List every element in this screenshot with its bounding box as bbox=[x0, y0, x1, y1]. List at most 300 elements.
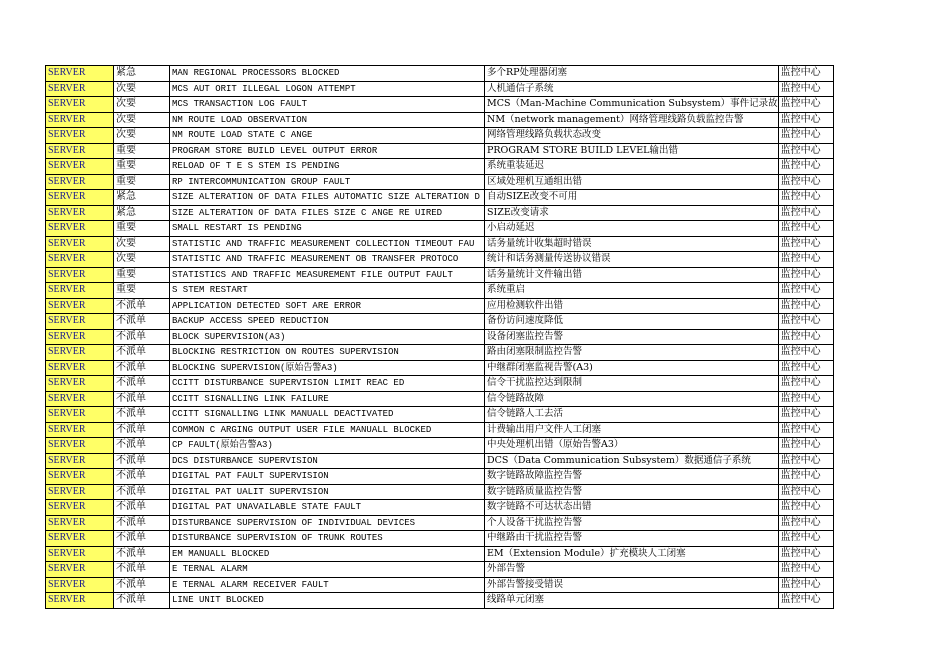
cell-text: 监控中心 bbox=[780, 423, 821, 435]
alarm-name-cell[interactable] bbox=[170, 376, 485, 392]
cell-text: 监控中心 bbox=[780, 578, 821, 590]
source-cell[interactable] bbox=[46, 81, 114, 97]
alarm-name-cell[interactable] bbox=[170, 531, 485, 547]
cell-text: RP INTERCOMMUNICATION GROUP FAULT bbox=[172, 176, 351, 187]
severity-cell[interactable] bbox=[114, 345, 170, 361]
cell-text: 重要 bbox=[116, 175, 136, 187]
source-cell[interactable] bbox=[46, 66, 114, 82]
table-row bbox=[46, 236, 834, 252]
description-cell[interactable] bbox=[485, 174, 779, 190]
cell-text: MCS TRANSACTION LOG FAULT bbox=[172, 99, 308, 110]
description-cell[interactable] bbox=[485, 159, 779, 175]
alarm-name-cell[interactable] bbox=[170, 236, 485, 252]
cell-text: 监控中心 bbox=[780, 454, 821, 466]
cell-text: DISTURBANCE SUPERVISION OF TRUNK ROUTES bbox=[172, 533, 383, 544]
cell-text: SERVER bbox=[48, 516, 86, 528]
source-cell[interactable] bbox=[46, 593, 114, 609]
cell-text: SERVER bbox=[48, 594, 86, 606]
severity-cell[interactable] bbox=[114, 190, 170, 206]
owner-cell[interactable] bbox=[778, 205, 833, 221]
cell-text: DCS DISTURBANCE SUPERVISION bbox=[172, 455, 318, 466]
table-row bbox=[46, 190, 834, 206]
cell-text: SERVER bbox=[48, 578, 86, 590]
severity-cell[interactable] bbox=[114, 577, 170, 593]
cell-text: SERVER bbox=[48, 392, 86, 404]
table-row bbox=[46, 143, 834, 159]
owner-cell[interactable] bbox=[778, 66, 833, 82]
severity-cell[interactable] bbox=[114, 329, 170, 345]
owner-cell[interactable] bbox=[778, 562, 833, 578]
owner-cell[interactable] bbox=[778, 484, 833, 500]
alarm-name-cell[interactable] bbox=[170, 221, 485, 237]
cell-text: 不派单 bbox=[116, 532, 146, 544]
owner-cell[interactable] bbox=[778, 190, 833, 206]
cell-text: SERVER bbox=[48, 113, 86, 125]
owner-cell[interactable] bbox=[778, 593, 833, 609]
severity-cell[interactable] bbox=[114, 360, 170, 376]
owner-cell[interactable] bbox=[778, 314, 833, 330]
source-cell[interactable] bbox=[46, 500, 114, 516]
cell-text: 不派单 bbox=[116, 392, 146, 404]
source-cell[interactable] bbox=[46, 298, 114, 314]
owner-cell[interactable] bbox=[778, 469, 833, 485]
cell-text: 计费输出用户文件人工闭塞 bbox=[487, 423, 602, 435]
table-row bbox=[46, 112, 834, 128]
cell-text: 监控中心 bbox=[780, 532, 821, 544]
cell-text: SERVER bbox=[48, 501, 86, 513]
description-cell[interactable] bbox=[485, 81, 779, 97]
severity-cell[interactable] bbox=[114, 593, 170, 609]
severity-cell[interactable] bbox=[114, 221, 170, 237]
table-row bbox=[46, 252, 834, 268]
table-row bbox=[46, 97, 834, 113]
severity-cell[interactable] bbox=[114, 252, 170, 268]
description-cell[interactable] bbox=[485, 531, 779, 547]
cell-text: 监控中心 bbox=[780, 346, 821, 358]
alarm-name-cell[interactable] bbox=[170, 345, 485, 361]
alarm-name-cell[interactable] bbox=[170, 562, 485, 578]
source-cell[interactable] bbox=[46, 143, 114, 159]
alarm-name-cell[interactable] bbox=[170, 66, 485, 82]
table-row bbox=[46, 128, 834, 144]
description-cell[interactable] bbox=[485, 360, 779, 376]
owner-cell[interactable] bbox=[778, 531, 833, 547]
cell-text: 应用检测软件出错 bbox=[487, 299, 564, 311]
alarm-name-cell[interactable] bbox=[170, 546, 485, 562]
cell-text: SERVER bbox=[48, 408, 86, 420]
owner-cell[interactable] bbox=[778, 267, 833, 283]
source-cell[interactable] bbox=[46, 314, 114, 330]
source-cell[interactable] bbox=[46, 360, 114, 376]
cell-text: 不派单 bbox=[116, 454, 146, 466]
owner-cell[interactable] bbox=[778, 298, 833, 314]
description-cell[interactable] bbox=[485, 314, 779, 330]
owner-cell[interactable] bbox=[778, 391, 833, 407]
alarm-name-cell[interactable] bbox=[170, 438, 485, 454]
alarm-name-cell[interactable] bbox=[170, 391, 485, 407]
description-cell[interactable] bbox=[485, 236, 779, 252]
description-cell[interactable] bbox=[485, 283, 779, 299]
cell-text: 不派单 bbox=[116, 594, 146, 606]
cell-text: 监控中心 bbox=[780, 330, 821, 342]
severity-cell[interactable] bbox=[114, 562, 170, 578]
cell-text: 监控中心 bbox=[780, 485, 821, 497]
source-cell[interactable] bbox=[46, 174, 114, 190]
description-cell[interactable] bbox=[485, 484, 779, 500]
severity-cell[interactable] bbox=[114, 81, 170, 97]
source-cell[interactable] bbox=[46, 112, 114, 128]
alarm-name-cell[interactable] bbox=[170, 252, 485, 268]
cell-text: SERVER bbox=[48, 361, 86, 373]
owner-cell[interactable] bbox=[778, 438, 833, 454]
cell-text: STATISTIC AND TRAFFIC MEASUREMENT COLLECTION TIMEOUT FAU bbox=[172, 238, 475, 249]
alarm-name-cell[interactable] bbox=[170, 97, 485, 113]
table-row bbox=[46, 438, 834, 454]
table-row bbox=[46, 360, 834, 376]
alarm-name-cell[interactable] bbox=[170, 205, 485, 221]
alarm-name-cell[interactable] bbox=[170, 298, 485, 314]
cell-text: 重要 bbox=[116, 268, 136, 280]
cell-text: SERVER bbox=[48, 144, 86, 156]
source-cell[interactable] bbox=[46, 422, 114, 438]
cell-text: RELOAD OF T E S STEM IS PENDING bbox=[172, 161, 340, 172]
source-cell[interactable] bbox=[46, 453, 114, 469]
description-cell[interactable] bbox=[485, 562, 779, 578]
alarm-name-cell[interactable] bbox=[170, 329, 485, 345]
description-cell[interactable] bbox=[485, 329, 779, 345]
alarm-name-cell[interactable] bbox=[170, 267, 485, 283]
cell-text: 不派单 bbox=[116, 439, 146, 451]
cell-text: 监控中心 bbox=[780, 237, 821, 249]
cell-text: 不派单 bbox=[116, 346, 146, 358]
alarm-name-cell[interactable] bbox=[170, 577, 485, 593]
owner-cell[interactable] bbox=[778, 174, 833, 190]
description-cell[interactable] bbox=[485, 97, 779, 113]
source-cell[interactable] bbox=[46, 128, 114, 144]
source-cell[interactable] bbox=[46, 391, 114, 407]
cell-text: DIGITAL PAT UALIT SUPERVISION bbox=[172, 486, 329, 497]
severity-cell[interactable] bbox=[114, 484, 170, 500]
owner-cell[interactable] bbox=[778, 128, 833, 144]
source-cell[interactable] bbox=[46, 484, 114, 500]
alarm-name-cell[interactable] bbox=[170, 81, 485, 97]
severity-cell[interactable] bbox=[114, 422, 170, 438]
description-cell[interactable] bbox=[485, 593, 779, 609]
owner-cell[interactable] bbox=[778, 252, 833, 268]
cell-text: 不派单 bbox=[116, 330, 146, 342]
source-cell[interactable] bbox=[46, 221, 114, 237]
cell-text: 监控中心 bbox=[780, 129, 821, 141]
severity-cell[interactable] bbox=[114, 159, 170, 175]
table-row bbox=[46, 593, 834, 609]
severity-cell[interactable] bbox=[114, 546, 170, 562]
table-row bbox=[46, 298, 834, 314]
description-cell[interactable] bbox=[485, 143, 779, 159]
table-row bbox=[46, 407, 834, 423]
table-row bbox=[46, 314, 834, 330]
cell-text: 不派单 bbox=[116, 470, 146, 482]
source-cell[interactable] bbox=[46, 252, 114, 268]
description-cell[interactable] bbox=[485, 515, 779, 531]
alarm-name-cell[interactable] bbox=[170, 174, 485, 190]
severity-cell[interactable] bbox=[114, 453, 170, 469]
severity-cell[interactable] bbox=[114, 112, 170, 128]
owner-cell[interactable] bbox=[778, 407, 833, 423]
cell-text: 监控中心 bbox=[780, 470, 821, 482]
alarm-name-cell[interactable] bbox=[170, 143, 485, 159]
severity-cell[interactable] bbox=[114, 531, 170, 547]
source-cell[interactable] bbox=[46, 283, 114, 299]
owner-cell[interactable] bbox=[778, 81, 833, 97]
cell-text: COMMON C ARGING OUTPUT USER FILE MANUALL BLOCKED bbox=[172, 424, 432, 435]
description-cell[interactable] bbox=[485, 128, 779, 144]
table-row bbox=[46, 81, 834, 97]
cell-text: 话务量统计文件输出错 bbox=[487, 268, 583, 280]
description-cell[interactable] bbox=[485, 267, 779, 283]
description-cell[interactable] bbox=[485, 345, 779, 361]
severity-cell[interactable] bbox=[114, 298, 170, 314]
description-cell[interactable] bbox=[485, 391, 779, 407]
cell-text: 监控中心 bbox=[780, 516, 821, 528]
severity-cell[interactable] bbox=[114, 314, 170, 330]
cell-text: PROGRAM STORE BUILD LEVEL输出错 bbox=[487, 144, 678, 156]
alarm-name-cell[interactable] bbox=[170, 453, 485, 469]
owner-cell[interactable] bbox=[778, 546, 833, 562]
cell-text: 小启动延迟 bbox=[487, 222, 535, 234]
description-cell[interactable] bbox=[485, 422, 779, 438]
cell-text: SIZE改变请求 bbox=[487, 206, 549, 218]
cell-text: SIZE ALTERATION OF DATA FILES AUTOMATIC SIZE ALTERATION D bbox=[172, 192, 480, 203]
cell-text: 重要 bbox=[116, 284, 136, 296]
cell-text: SERVER bbox=[48, 237, 86, 249]
cell-text: 不派单 bbox=[116, 315, 146, 327]
severity-cell[interactable] bbox=[114, 128, 170, 144]
source-cell[interactable] bbox=[46, 577, 114, 593]
cell-text: SERVER bbox=[48, 299, 86, 311]
cell-text: 监控中心 bbox=[780, 191, 821, 203]
cell-text: 监控中心 bbox=[780, 439, 821, 451]
alarm-name-cell[interactable] bbox=[170, 422, 485, 438]
severity-cell[interactable] bbox=[114, 236, 170, 252]
alarm-name-cell[interactable] bbox=[170, 515, 485, 531]
cell-text: 人机通信子系统 bbox=[487, 82, 554, 94]
severity-cell[interactable] bbox=[114, 205, 170, 221]
source-cell[interactable] bbox=[46, 205, 114, 221]
table-row bbox=[46, 469, 834, 485]
cell-text: 不派单 bbox=[116, 361, 146, 373]
cell-text: 重要 bbox=[116, 160, 136, 172]
severity-cell[interactable] bbox=[114, 66, 170, 82]
cell-text: SERVER bbox=[48, 485, 86, 497]
cell-text: SIZE ALTERATION OF DATA FILES SIZE C ANGE RE UIRED bbox=[172, 207, 443, 218]
severity-cell[interactable] bbox=[114, 500, 170, 516]
alarm-name-cell[interactable] bbox=[170, 159, 485, 175]
owner-cell[interactable] bbox=[778, 283, 833, 299]
cell-text: 不派单 bbox=[116, 578, 146, 590]
cell-text: CCITT SIGNALLING LINK FAILURE bbox=[172, 393, 329, 404]
source-cell[interactable] bbox=[46, 515, 114, 531]
cell-text: 监控中心 bbox=[780, 160, 821, 172]
cell-text: S STEM RESTART bbox=[172, 285, 248, 296]
severity-cell[interactable] bbox=[114, 515, 170, 531]
owner-cell[interactable] bbox=[778, 143, 833, 159]
owner-cell[interactable] bbox=[778, 112, 833, 128]
cell-text: 监控中心 bbox=[780, 222, 821, 234]
owner-cell[interactable] bbox=[778, 97, 833, 113]
cell-text: DIGITAL PAT FAULT SUPERVISION bbox=[172, 471, 329, 482]
cell-text: 监控中心 bbox=[780, 594, 821, 606]
cell-text: NM（network management）网络管理线路负载监控告警 bbox=[487, 113, 744, 125]
cell-text: 监控中心 bbox=[780, 253, 821, 265]
cell-text: 不派单 bbox=[116, 408, 146, 420]
table-row bbox=[46, 531, 834, 547]
description-cell[interactable] bbox=[485, 221, 779, 237]
description-cell[interactable] bbox=[485, 438, 779, 454]
cell-text: 不派单 bbox=[116, 377, 146, 389]
cell-text: 不派单 bbox=[116, 299, 146, 311]
severity-cell[interactable] bbox=[114, 407, 170, 423]
table-row bbox=[46, 453, 834, 469]
source-cell[interactable] bbox=[46, 267, 114, 283]
owner-cell[interactable] bbox=[778, 577, 833, 593]
source-cell[interactable] bbox=[46, 407, 114, 423]
severity-cell[interactable] bbox=[114, 174, 170, 190]
cell-text: SERVER bbox=[48, 563, 86, 575]
description-cell[interactable] bbox=[485, 190, 779, 206]
owner-cell[interactable] bbox=[778, 329, 833, 345]
cell-text: 紧急 bbox=[116, 191, 136, 203]
cell-text: LINE UNIT BLOCKED bbox=[172, 595, 264, 606]
cell-text: SERVER bbox=[48, 206, 86, 218]
source-cell[interactable] bbox=[46, 469, 114, 485]
description-cell[interactable] bbox=[485, 112, 779, 128]
cell-text: 监控中心 bbox=[780, 113, 821, 125]
severity-cell[interactable] bbox=[114, 267, 170, 283]
cell-text: SERVER bbox=[48, 222, 86, 234]
source-cell[interactable] bbox=[46, 438, 114, 454]
description-cell[interactable] bbox=[485, 376, 779, 392]
cell-text: 监控中心 bbox=[780, 392, 821, 404]
owner-cell[interactable] bbox=[778, 422, 833, 438]
table-row bbox=[46, 174, 834, 190]
table-row bbox=[46, 159, 834, 175]
table-row bbox=[46, 422, 834, 438]
cell-text: SMALL RESTART IS PENDING bbox=[172, 223, 302, 234]
source-cell[interactable] bbox=[46, 376, 114, 392]
alarm-name-cell[interactable] bbox=[170, 500, 485, 516]
description-cell[interactable] bbox=[485, 469, 779, 485]
alarm-name-cell[interactable] bbox=[170, 360, 485, 376]
cell-text: STATISTIC AND TRAFFIC MEASUREMENT OB TRANSFER PROTOCO bbox=[172, 254, 459, 265]
severity-cell[interactable] bbox=[114, 438, 170, 454]
cell-text: SERVER bbox=[48, 284, 86, 296]
severity-cell[interactable] bbox=[114, 391, 170, 407]
source-cell[interactable] bbox=[46, 546, 114, 562]
source-cell[interactable] bbox=[46, 190, 114, 206]
table-row bbox=[46, 205, 834, 221]
alarm-name-cell[interactable] bbox=[170, 112, 485, 128]
severity-cell[interactable] bbox=[114, 283, 170, 299]
severity-cell[interactable] bbox=[114, 469, 170, 485]
severity-cell[interactable] bbox=[114, 97, 170, 113]
cell-text: 系统重装延迟 bbox=[487, 160, 545, 172]
cell-text: 监控中心 bbox=[780, 98, 821, 110]
cell-text: DISTURBANCE SUPERVISION OF INDIVIDUAL DEVICES bbox=[172, 517, 416, 528]
source-cell[interactable] bbox=[46, 531, 114, 547]
owner-cell[interactable] bbox=[778, 221, 833, 237]
source-cell[interactable] bbox=[46, 562, 114, 578]
source-cell[interactable] bbox=[46, 236, 114, 252]
cell-text: 紧急 bbox=[116, 206, 136, 218]
description-cell[interactable] bbox=[485, 546, 779, 562]
source-cell[interactable] bbox=[46, 345, 114, 361]
owner-cell[interactable] bbox=[778, 360, 833, 376]
owner-cell[interactable] bbox=[778, 376, 833, 392]
cell-text: 次要 bbox=[116, 129, 136, 141]
cell-text: 不派单 bbox=[116, 501, 146, 513]
cell-text: 监控中心 bbox=[780, 144, 821, 156]
owner-cell[interactable] bbox=[778, 515, 833, 531]
alarm-name-cell[interactable] bbox=[170, 283, 485, 299]
description-cell[interactable] bbox=[485, 252, 779, 268]
cell-text: CCITT SIGNALLING LINK MANUALL DEACTIVATED bbox=[172, 409, 394, 420]
description-cell[interactable] bbox=[485, 500, 779, 516]
table-row bbox=[46, 221, 834, 237]
source-cell[interactable] bbox=[46, 329, 114, 345]
owner-cell[interactable] bbox=[778, 500, 833, 516]
cell-text: EM MANUALL BLOCKED bbox=[172, 548, 270, 559]
description-cell[interactable] bbox=[485, 205, 779, 221]
cell-text: 多个RP处理器闭塞 bbox=[487, 67, 568, 79]
cell-text: SERVER bbox=[48, 268, 86, 280]
description-cell[interactable] bbox=[485, 407, 779, 423]
alarm-name-cell[interactable] bbox=[170, 314, 485, 330]
alarm-name-cell[interactable] bbox=[170, 469, 485, 485]
cell-text: 数字链路故障监控告警 bbox=[487, 470, 583, 482]
alarm-name-cell[interactable] bbox=[170, 484, 485, 500]
owner-cell[interactable] bbox=[778, 159, 833, 175]
severity-cell[interactable] bbox=[114, 143, 170, 159]
alarm-name-cell[interactable] bbox=[170, 407, 485, 423]
owner-cell[interactable] bbox=[778, 345, 833, 361]
cell-text: DCS（Data Communication Subsystem）数据通信子系统 bbox=[487, 454, 751, 466]
cell-text: 监控中心 bbox=[780, 67, 821, 79]
source-cell[interactable] bbox=[46, 159, 114, 175]
table-row bbox=[46, 577, 834, 593]
alarm-name-cell[interactable] bbox=[170, 190, 485, 206]
source-cell[interactable] bbox=[46, 97, 114, 113]
cell-text: 监控中心 bbox=[780, 268, 821, 280]
description-cell[interactable] bbox=[485, 66, 779, 82]
description-cell[interactable] bbox=[485, 453, 779, 469]
severity-cell[interactable] bbox=[114, 376, 170, 392]
description-cell[interactable] bbox=[485, 298, 779, 314]
owner-cell[interactable] bbox=[778, 453, 833, 469]
owner-cell[interactable] bbox=[778, 236, 833, 252]
alarm-name-cell[interactable] bbox=[170, 128, 485, 144]
cell-text: 数字链路不可达状态出错 bbox=[487, 501, 592, 513]
cell-text: SERVER bbox=[48, 470, 86, 482]
cell-text: 监控中心 bbox=[780, 361, 821, 373]
cell-text: 信令干扰监控达到限制 bbox=[487, 377, 583, 389]
cell-text: 次要 bbox=[116, 82, 136, 94]
alarm-name-cell[interactable] bbox=[170, 593, 485, 609]
cell-text: SERVER bbox=[48, 423, 86, 435]
table-row bbox=[46, 391, 834, 407]
table-row bbox=[46, 515, 834, 531]
description-cell[interactable] bbox=[485, 577, 779, 593]
cell-text: BLOCKING RESTRICTION ON ROUTES SUPERVISION bbox=[172, 347, 399, 358]
